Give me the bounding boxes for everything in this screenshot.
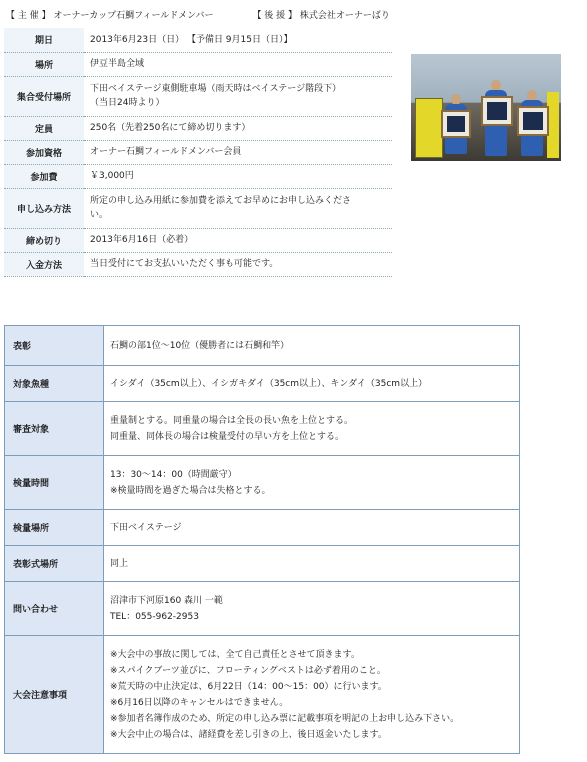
detail-row bbox=[4, 28, 392, 52]
row-label: 集合受付場所 bbox=[4, 76, 84, 116]
detail-row bbox=[5, 456, 520, 510]
row-value-line: 沼津市下河原160 森川 一範 bbox=[110, 595, 223, 606]
row-label: 締め切り bbox=[4, 228, 84, 252]
row-value bbox=[104, 402, 520, 456]
row-label: 参加資格 bbox=[4, 140, 84, 164]
row-value-line: ※スパイクブーツ並びに、フローティングベストは必ず着用のこと。 bbox=[110, 665, 386, 676]
row-label: 審査対象 bbox=[5, 402, 104, 456]
row-value-line: オーナー石鯛フィールドメンバー会員 bbox=[90, 147, 242, 157]
row-value bbox=[104, 366, 520, 402]
row-value-line: TEL：055-962-2953 bbox=[110, 611, 199, 622]
detail-row bbox=[4, 52, 392, 76]
row-label: 入金方法 bbox=[4, 252, 84, 276]
row-label: 申し込み方法 bbox=[4, 188, 84, 228]
row-value-line: 同重量、同体長の場合は検量受付の早い方を上位とする。 bbox=[110, 431, 345, 442]
row-value-line: 250名（先着250名にて締め切ります） bbox=[90, 123, 251, 133]
detail-row bbox=[5, 510, 520, 546]
detail-row bbox=[5, 582, 520, 636]
row-value bbox=[104, 326, 520, 366]
detail-row bbox=[4, 164, 392, 188]
row-value bbox=[104, 582, 520, 636]
event-details-table bbox=[4, 325, 520, 754]
row-value bbox=[84, 252, 392, 276]
row-value-line: 下田ベイステージ bbox=[110, 522, 182, 533]
row-value-line: 2013年6月23日（日） 【予備日 9月15日（日）】 bbox=[90, 34, 293, 45]
row-value-line: 下田ベイステージ東側駐車場（雨天時はベイステージ階段下） bbox=[90, 84, 342, 94]
detail-row bbox=[5, 402, 520, 456]
row-value-line: ※大会中の事故に関しては、全て自己責任とさせて頂きます。 bbox=[110, 649, 360, 660]
row-value-line: イシダイ（35cm以上）、イシガキダイ（35cm以上）、キンダイ（35cm以上） bbox=[110, 378, 428, 389]
row-label: 定員 bbox=[4, 116, 84, 140]
row-value-line: 伊豆半島全域 bbox=[90, 59, 145, 69]
detail-row bbox=[4, 188, 392, 228]
row-value bbox=[104, 636, 520, 754]
row-label: 表彰 bbox=[5, 326, 104, 366]
row-value bbox=[104, 510, 520, 546]
detail-row bbox=[5, 546, 520, 582]
row-value bbox=[84, 188, 392, 228]
row-value-line: 2013年6月16日（必着） bbox=[90, 235, 194, 245]
row-label: 参加費 bbox=[4, 164, 84, 188]
detail-row bbox=[5, 326, 520, 366]
detail-row bbox=[4, 252, 392, 276]
row-value bbox=[84, 140, 392, 164]
row-value-line: い。 bbox=[90, 210, 109, 220]
row-label: 検量場所 bbox=[5, 510, 104, 546]
row-value bbox=[84, 164, 392, 188]
sponsor-banner bbox=[415, 98, 443, 158]
row-label: 表彰式場所 bbox=[5, 546, 104, 582]
row-value-line: 石鯛の部1位〜10位（優勝者には石鯛和竿） bbox=[110, 340, 290, 351]
row-label: 問い合わせ bbox=[5, 582, 104, 636]
detail-row bbox=[4, 140, 392, 164]
detail-row bbox=[5, 366, 520, 402]
row-value bbox=[84, 76, 392, 116]
row-label: 大会注意事項 bbox=[5, 636, 104, 754]
row-value-line: ※検量時間を過ぎた場合は失格とする。 bbox=[110, 485, 271, 496]
row-value-line: （当日24時より） bbox=[90, 98, 165, 108]
row-value-line: ￥3,000円 bbox=[90, 171, 134, 181]
row-value bbox=[84, 52, 392, 76]
event-summary-table bbox=[4, 28, 392, 277]
award-photo bbox=[411, 54, 561, 161]
row-value bbox=[84, 116, 392, 140]
row-label: 場所 bbox=[4, 52, 84, 76]
detail-row bbox=[5, 636, 520, 754]
award-plaque bbox=[441, 110, 471, 138]
row-label: 検量時間 bbox=[5, 456, 104, 510]
detail-row bbox=[4, 116, 392, 140]
row-value-line: 当日受付にてお支払いいただく事も可能です。 bbox=[90, 259, 279, 269]
row-value bbox=[104, 546, 520, 582]
detail-row bbox=[4, 76, 392, 116]
row-value-line: ※参加者名簿作成のため、所定の申し込み票に記載事項を明記の上お申し込み下さい。 bbox=[110, 713, 460, 724]
row-value bbox=[104, 456, 520, 510]
row-label: 対象魚種 bbox=[5, 366, 104, 402]
row-value bbox=[84, 28, 392, 52]
row-value-line: 同上 bbox=[110, 558, 129, 569]
event-header bbox=[6, 8, 406, 22]
detail-row bbox=[4, 228, 392, 252]
award-plaque bbox=[517, 106, 549, 136]
row-value-line: 重量制とする。同重量の場合は全長の長い魚を上位とする。 bbox=[110, 415, 354, 426]
award-plaque bbox=[481, 96, 513, 126]
row-value-line: 13：30〜14：00（時間厳守） bbox=[110, 469, 237, 480]
row-label: 期日 bbox=[4, 28, 84, 52]
row-value-line: ※大会中止の場合は、諸経費を差し引きの上、後日返金いたします。 bbox=[110, 729, 387, 740]
row-value-line: 所定の申し込み用紙に参加費を添えてお早めにお申し込みくださ bbox=[90, 196, 352, 206]
sponsor-label: 【 後 援 】 株式会社オーナーばり bbox=[252, 11, 390, 21]
row-value bbox=[84, 228, 392, 252]
row-value-line: ※6月16日以降のキャンセルはできません。 bbox=[110, 697, 289, 708]
row-value-line: ※荒天時の中止決定は、6月22日（14：00〜15：00）に行います。 bbox=[110, 681, 387, 692]
organizer-label: 【 主 催 】 オーナーカップ石鯛フィールドメンバー bbox=[6, 11, 214, 21]
